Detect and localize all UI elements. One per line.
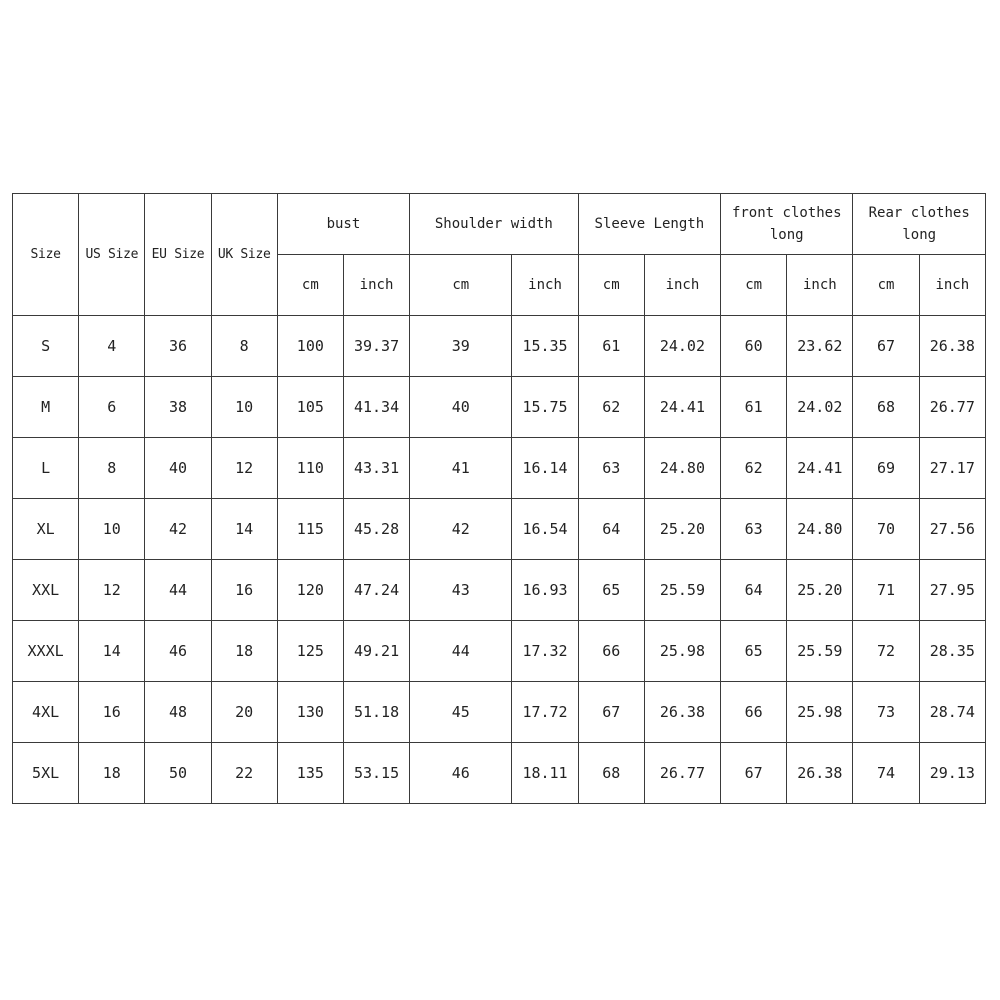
- front-clothes-long-inch-cell: 25.59: [787, 621, 853, 682]
- unit-cm-header: cm: [410, 255, 512, 316]
- table-row: [13, 743, 986, 804]
- front-clothes-long-inch-cell: 25.98: [787, 682, 853, 743]
- rear-clothes-long-cm-cell: 69: [853, 438, 919, 499]
- table-row: [13, 682, 986, 743]
- us-size-cell: 8: [79, 438, 145, 499]
- sleeve-length-cm-cell: 64: [578, 499, 644, 560]
- uk-size-cell: 16: [211, 560, 277, 621]
- size-cell: XXXL: [13, 621, 79, 682]
- eu-size-cell: 44: [145, 560, 211, 621]
- bust-header: bust: [277, 194, 409, 255]
- shoulder-width-inch-cell: 17.72: [512, 682, 578, 743]
- rear-clothes-long-inch-cell: 27.56: [919, 499, 985, 560]
- sleeve-length-cm-cell: 63: [578, 438, 644, 499]
- uk-size-cell: 8: [211, 316, 277, 377]
- us-size-cell: 12: [79, 560, 145, 621]
- bust-cm-cell: 105: [277, 377, 343, 438]
- sleeve-length-header: Sleeve Length: [578, 194, 720, 255]
- shoulder-width-cm-cell: 41: [410, 438, 512, 499]
- eu-size-cell: 36: [145, 316, 211, 377]
- sleeve-length-cm-cell: 61: [578, 316, 644, 377]
- rear-clothes-long-cm-cell: 67: [853, 316, 919, 377]
- front-clothes-long-inch-cell: 26.38: [787, 743, 853, 804]
- bust-cm-cell: 125: [277, 621, 343, 682]
- unit-inch-header: inch: [343, 255, 409, 316]
- front-clothes-long-cm-cell: 64: [721, 560, 787, 621]
- table-row: [13, 621, 986, 682]
- front-clothes-long-inch-cell: 24.02: [787, 377, 853, 438]
- size-cell: XL: [13, 499, 79, 560]
- size-cell: 4XL: [13, 682, 79, 743]
- uk-size-cell: 22: [211, 743, 277, 804]
- bust-cm-cell: 110: [277, 438, 343, 499]
- unit-inch-header: inch: [644, 255, 720, 316]
- shoulder-width-inch-cell: 15.35: [512, 316, 578, 377]
- rear-clothes-long-inch-cell: 27.17: [919, 438, 985, 499]
- table-row: [13, 499, 986, 560]
- shoulder-width-cm-cell: 40: [410, 377, 512, 438]
- bust-cm-cell: 130: [277, 682, 343, 743]
- rear-clothes-long-inch-cell: 28.35: [919, 621, 985, 682]
- front-clothes-long-cm-cell: 62: [721, 438, 787, 499]
- sleeve-length-inch-cell: 24.41: [644, 377, 720, 438]
- rear-clothes-long-header: Rear clothes long: [853, 194, 986, 255]
- us-size-cell: 10: [79, 499, 145, 560]
- uk-size-cell: 20: [211, 682, 277, 743]
- front-clothes-long-cm-cell: 61: [721, 377, 787, 438]
- size-cell: 5XL: [13, 743, 79, 804]
- size-cell: M: [13, 377, 79, 438]
- eu-size-cell: 50: [145, 743, 211, 804]
- front-clothes-long-cm-cell: 67: [721, 743, 787, 804]
- rear-clothes-long-inch-cell: 26.77: [919, 377, 985, 438]
- front-clothes-long-inch-cell: 24.41: [787, 438, 853, 499]
- table-row: [13, 560, 986, 621]
- rear-clothes-long-cm-cell: 71: [853, 560, 919, 621]
- eu-size-header: EU Size: [145, 194, 211, 316]
- table-body: [13, 316, 986, 804]
- bust-inch-cell: 39.37: [343, 316, 409, 377]
- bust-cm-cell: 120: [277, 560, 343, 621]
- sleeve-length-inch-cell: 25.59: [644, 560, 720, 621]
- table-row: [13, 316, 986, 377]
- shoulder-width-inch-cell: 15.75: [512, 377, 578, 438]
- size-header: Size: [13, 194, 79, 316]
- table-header: [13, 194, 986, 316]
- sleeve-length-cm-cell: 66: [578, 621, 644, 682]
- front-clothes-long-cm-cell: 66: [721, 682, 787, 743]
- sleeve-length-inch-cell: 25.98: [644, 621, 720, 682]
- shoulder-width-inch-cell: 16.93: [512, 560, 578, 621]
- unit-inch-header: inch: [787, 255, 853, 316]
- shoulder-width-header: Shoulder width: [410, 194, 579, 255]
- sleeve-length-inch-cell: 25.20: [644, 499, 720, 560]
- size-cell: XXL: [13, 560, 79, 621]
- rear-clothes-long-cm-cell: 74: [853, 743, 919, 804]
- bust-inch-cell: 47.24: [343, 560, 409, 621]
- shoulder-width-inch-cell: 16.14: [512, 438, 578, 499]
- unit-inch-header: inch: [919, 255, 985, 316]
- shoulder-width-cm-cell: 39: [410, 316, 512, 377]
- sleeve-length-inch-cell: 24.80: [644, 438, 720, 499]
- us-size-header: US Size: [79, 194, 145, 316]
- bust-inch-cell: 43.31: [343, 438, 409, 499]
- bust-inch-cell: 41.34: [343, 377, 409, 438]
- shoulder-width-inch-cell: 17.32: [512, 621, 578, 682]
- sleeve-length-cm-cell: 62: [578, 377, 644, 438]
- eu-size-cell: 48: [145, 682, 211, 743]
- front-clothes-long-header: front clothes long: [721, 194, 853, 255]
- us-size-cell: 16: [79, 682, 145, 743]
- size-cell: L: [13, 438, 79, 499]
- rear-clothes-long-cm-cell: 70: [853, 499, 919, 560]
- bust-cm-cell: 135: [277, 743, 343, 804]
- front-clothes-long-inch-cell: 24.80: [787, 499, 853, 560]
- uk-size-header: UK Size: [211, 194, 277, 316]
- bust-inch-cell: 45.28: [343, 499, 409, 560]
- us-size-cell: 18: [79, 743, 145, 804]
- eu-size-cell: 46: [145, 621, 211, 682]
- sleeve-length-cm-cell: 67: [578, 682, 644, 743]
- front-clothes-long-inch-cell: 23.62: [787, 316, 853, 377]
- bust-cm-cell: 115: [277, 499, 343, 560]
- header-row-groups: [13, 194, 986, 255]
- shoulder-width-cm-cell: 43: [410, 560, 512, 621]
- bust-inch-cell: 49.21: [343, 621, 409, 682]
- front-clothes-long-cm-cell: 63: [721, 499, 787, 560]
- size-cell: S: [13, 316, 79, 377]
- shoulder-width-inch-cell: 18.11: [512, 743, 578, 804]
- rear-clothes-long-inch-cell: 29.13: [919, 743, 985, 804]
- sleeve-length-inch-cell: 26.38: [644, 682, 720, 743]
- us-size-cell: 4: [79, 316, 145, 377]
- rear-clothes-long-cm-cell: 68: [853, 377, 919, 438]
- sleeve-length-cm-cell: 68: [578, 743, 644, 804]
- unit-cm-header: cm: [277, 255, 343, 316]
- unit-inch-header: inch: [512, 255, 578, 316]
- shoulder-width-cm-cell: 45: [410, 682, 512, 743]
- eu-size-cell: 40: [145, 438, 211, 499]
- front-clothes-long-cm-cell: 60: [721, 316, 787, 377]
- rear-clothes-long-inch-cell: 26.38: [919, 316, 985, 377]
- size-chart-table: [12, 193, 986, 804]
- uk-size-cell: 14: [211, 499, 277, 560]
- sleeve-length-inch-cell: 26.77: [644, 743, 720, 804]
- uk-size-cell: 18: [211, 621, 277, 682]
- shoulder-width-cm-cell: 46: [410, 743, 512, 804]
- rear-clothes-long-inch-cell: 28.74: [919, 682, 985, 743]
- rear-clothes-long-cm-cell: 73: [853, 682, 919, 743]
- shoulder-width-cm-cell: 44: [410, 621, 512, 682]
- front-clothes-long-cm-cell: 65: [721, 621, 787, 682]
- uk-size-cell: 12: [211, 438, 277, 499]
- bust-cm-cell: 100: [277, 316, 343, 377]
- shoulder-width-inch-cell: 16.54: [512, 499, 578, 560]
- bust-inch-cell: 51.18: [343, 682, 409, 743]
- eu-size-cell: 42: [145, 499, 211, 560]
- rear-clothes-long-cm-cell: 72: [853, 621, 919, 682]
- unit-cm-header: cm: [721, 255, 787, 316]
- front-clothes-long-inch-cell: 25.20: [787, 560, 853, 621]
- table-row: [13, 377, 986, 438]
- sleeve-length-inch-cell: 24.02: [644, 316, 720, 377]
- us-size-cell: 6: [79, 377, 145, 438]
- us-size-cell: 14: [79, 621, 145, 682]
- uk-size-cell: 10: [211, 377, 277, 438]
- eu-size-cell: 38: [145, 377, 211, 438]
- unit-cm-header: cm: [578, 255, 644, 316]
- bust-inch-cell: 53.15: [343, 743, 409, 804]
- sleeve-length-cm-cell: 65: [578, 560, 644, 621]
- rear-clothes-long-inch-cell: 27.95: [919, 560, 985, 621]
- table-row: [13, 438, 986, 499]
- shoulder-width-cm-cell: 42: [410, 499, 512, 560]
- unit-cm-header: cm: [853, 255, 919, 316]
